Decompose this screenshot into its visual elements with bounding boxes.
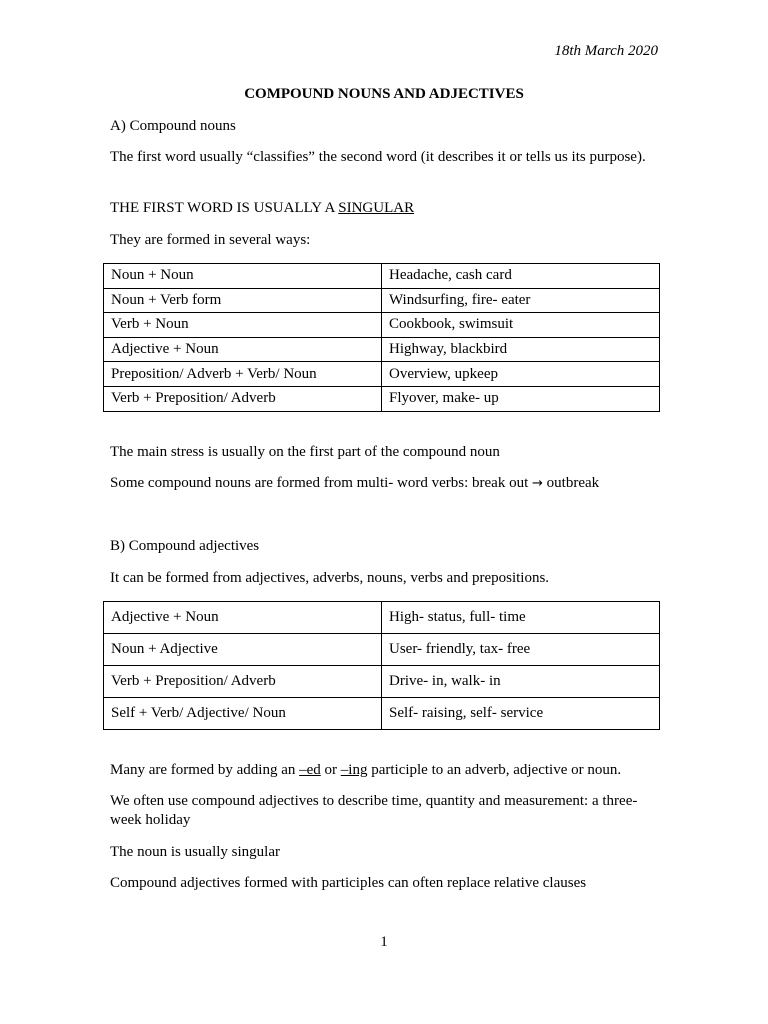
- examples-cell: Self- raising, self- service: [382, 698, 660, 730]
- participle-text: Many are formed by adding an: [110, 762, 300, 778]
- multiword-text: Some compound nouns are formed from multi- word verbs: break out: [110, 475, 532, 491]
- section-a-intro: The first word usually “classifies” the second word (it describes it or tells us its purpose).: [110, 149, 646, 165]
- multiword-note: [110, 474, 658, 493]
- document-title: COMPOUND NOUNS AND ADJECTIVES: [244, 86, 524, 102]
- pattern-cell: Noun + Noun: [104, 264, 382, 289]
- participle-note: [110, 761, 658, 780]
- pattern-cell: Noun + Adjective: [104, 634, 382, 666]
- examples-cell: Highway, blackbird: [382, 337, 660, 362]
- participle-suffix: participle to an adverb, adjective or noun.: [367, 762, 622, 778]
- table-row: [104, 634, 660, 666]
- relative-clauses-note: Compound adjectives formed with participles can often replace relative clauses: [110, 875, 587, 891]
- participle-ing: –ing: [340, 762, 368, 778]
- table-row: [104, 698, 660, 730]
- table-row: [104, 602, 660, 634]
- pattern-cell: Verb + Preposition/ Adverb: [104, 666, 382, 698]
- examples-cell: Flyover, make- up: [382, 386, 660, 411]
- table-row: [104, 288, 660, 313]
- pattern-cell: Adjective + Noun: [104, 337, 382, 362]
- pattern-cell: Verb + Preposition/ Adverb: [104, 386, 382, 411]
- examples-cell: Drive- in, walk- in: [382, 666, 660, 698]
- stress-note: The main stress is usually on the first part of the compound noun: [110, 444, 500, 460]
- examples-cell: High- status, full- time: [382, 602, 660, 634]
- compound-adjectives-table: [103, 601, 660, 730]
- table-row: [104, 666, 660, 698]
- table-row: [104, 362, 660, 387]
- arrow-right-icon: →: [532, 476, 543, 491]
- examples-cell: Cookbook, swimsuit: [382, 313, 660, 338]
- participle-or: or: [320, 762, 341, 778]
- pattern-cell: Adjective + Noun: [104, 602, 382, 634]
- singular-note: The noun is usually singular: [110, 844, 280, 860]
- singular-rule-text: THE FIRST WORD IS USUALLY A: [110, 200, 339, 216]
- singular-rule: [110, 199, 658, 218]
- examples-cell: User- friendly, tax- free: [382, 634, 660, 666]
- singular-rule-emphasis: SINGULAR: [338, 200, 415, 216]
- page-number: 1: [380, 934, 388, 950]
- section-b-intro: It can be formed from adjectives, adverbs, nouns, verbs and prepositions.: [110, 570, 550, 586]
- formed-ways-text: They are formed in several ways:: [110, 232, 311, 248]
- pattern-cell: Verb + Noun: [104, 313, 382, 338]
- pattern-cell: Noun + Verb form: [104, 288, 382, 313]
- multiword-result: outbreak: [542, 475, 600, 491]
- table-row: [104, 264, 660, 289]
- participle-ed: –ed: [299, 762, 321, 778]
- section-b-heading: B) Compound adjectives: [110, 538, 260, 554]
- section-a-heading: A) Compound nouns: [110, 118, 236, 134]
- compound-nouns-table: [103, 263, 660, 412]
- table-row: [104, 386, 660, 411]
- examples-cell: Windsurfing, fire- eater: [382, 288, 660, 313]
- table-row: [104, 337, 660, 362]
- pattern-cell: Self + Verb/ Adjective/ Noun: [104, 698, 382, 730]
- examples-cell: Overview, upkeep: [382, 362, 660, 387]
- table-row: [104, 313, 660, 338]
- pattern-cell: Preposition/ Adverb + Verb/ Noun: [104, 362, 382, 387]
- document-date: 18th March 2020: [554, 43, 658, 59]
- time-quantity-note: We often use compound adjectives to describe time, quantity and measurement: a three- week holiday: [110, 793, 638, 828]
- examples-cell: Headache, cash card: [382, 264, 660, 289]
